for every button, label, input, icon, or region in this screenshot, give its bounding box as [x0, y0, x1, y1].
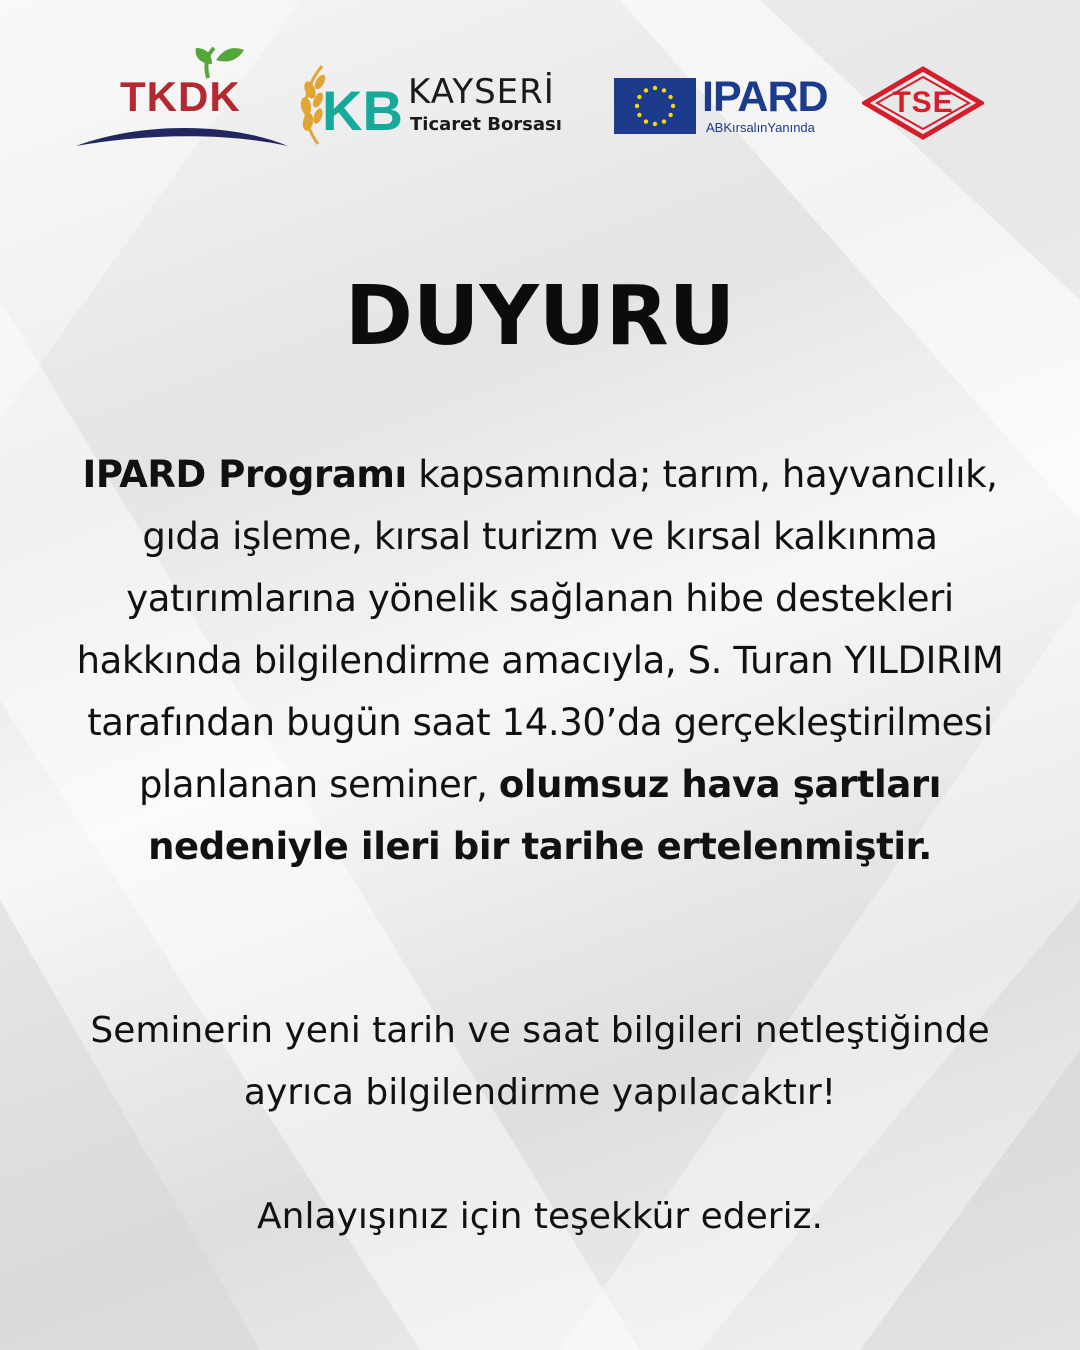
kayseri-title: KAYSERİ [408, 72, 555, 112]
page-title: DUYURU [344, 269, 736, 364]
announcement-paragraph-2: Seminerin yeni tarih ve saat bilgileri netleştiğinde ayrıca bilgilendirme yapılacaktır! [90, 1010, 990, 1113]
closing-thanks: Anlayışınız için teşekkür ederiz. [257, 1196, 823, 1237]
logo-bar [0, 0, 1080, 170]
kb-emblem-text: KB [322, 79, 403, 142]
tse-text: TSE [892, 86, 954, 119]
tkdk-text: TKDK [120, 73, 241, 120]
ipard-subtitle: ABKırsalınYanında [706, 120, 815, 135]
eu-flag-icon [614, 78, 696, 134]
announcement-paragraph-1 [55, 444, 1025, 878]
tkdk-logo [74, 42, 290, 154]
postponement-notice: olumsuz hava şartları nedeniyle ileri bir tarihe ertelenmiştir. [148, 763, 942, 868]
tse-logo [862, 66, 984, 140]
kayseri-subtitle: Ticaret Borsası [410, 114, 562, 135]
kb-wheat-logo [292, 60, 404, 150]
ipard-logo [614, 74, 836, 138]
ipard-title: IPARD [702, 73, 828, 121]
paragraph-1-body: kapsamında; tarım, hayvancılık, gıda işleme, kırsal turizm ve kırsal kalkınma yatırımlarına yönelik sağlanan hibe destekleri hakkında bilgilendirme amacıyla, S. Turan YILDIRIM tarafından bugün saat 14.30’da gerçekleştirilmesi planlanan seminer, [76, 453, 1004, 806]
kayseri-ticaret-borsasi-logo [292, 60, 582, 150]
program-name: IPARD Programı [82, 453, 407, 496]
